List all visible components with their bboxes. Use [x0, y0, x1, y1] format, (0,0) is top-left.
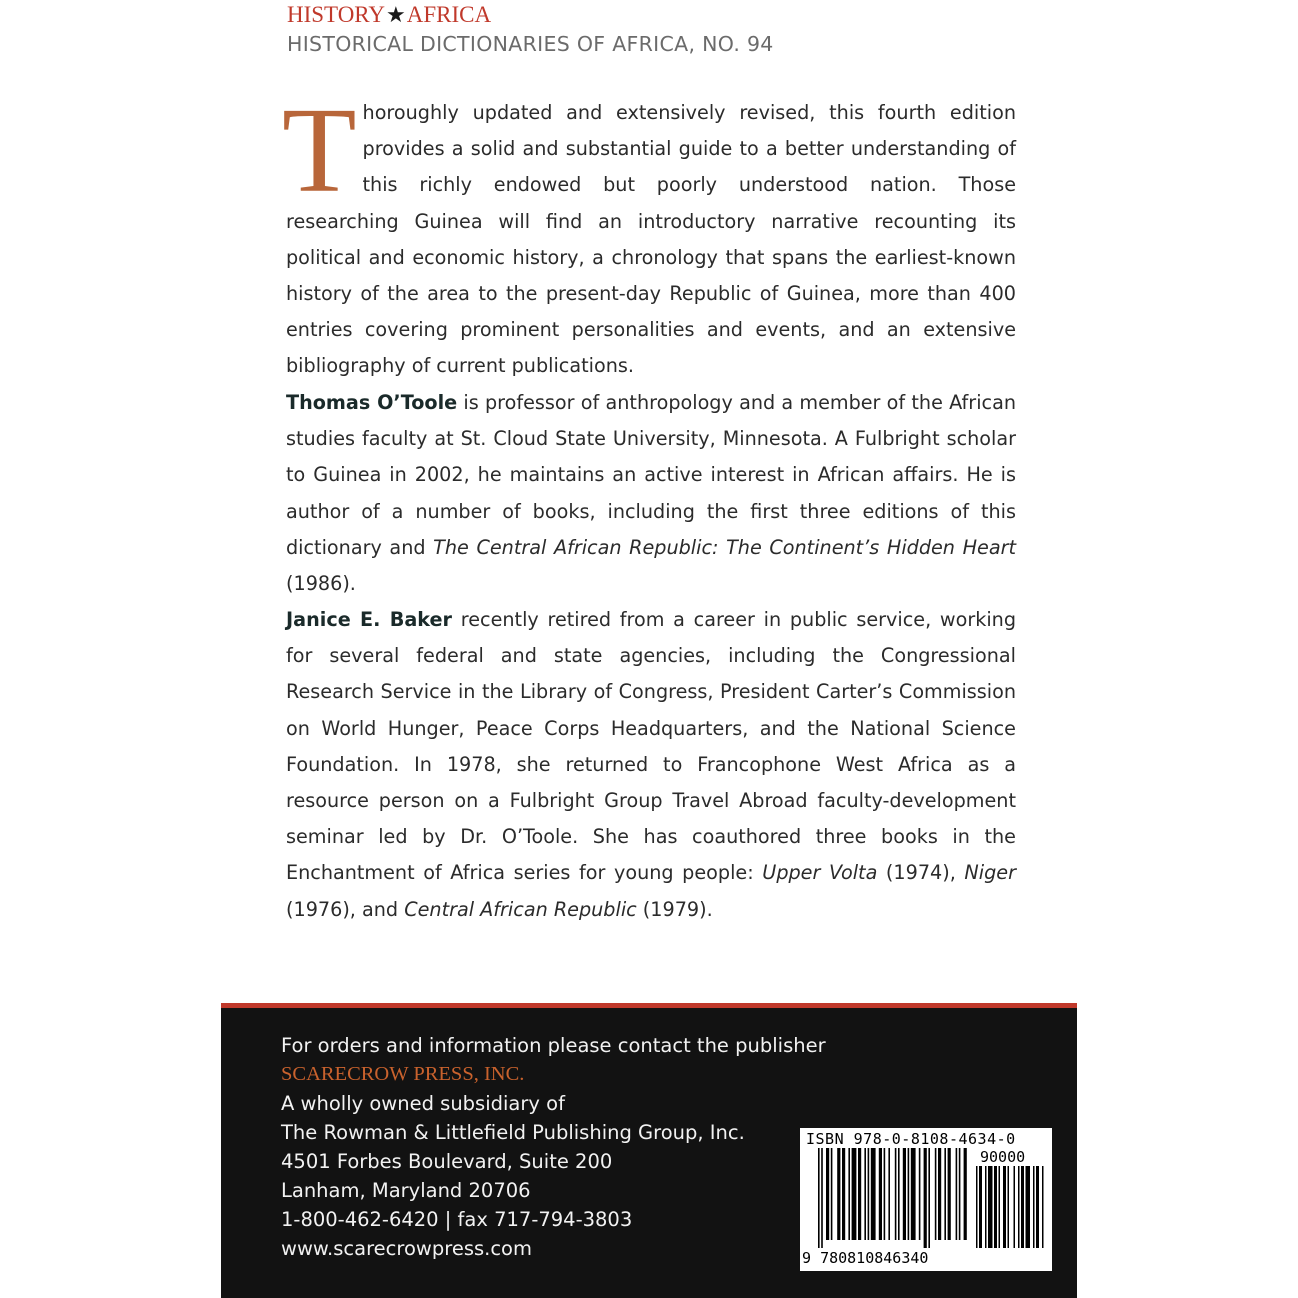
- publisher-contact: [281, 1031, 826, 1263]
- author1-book-year: (1986).: [286, 572, 356, 596]
- ean-digits: [802, 1249, 928, 1267]
- ean-bars: [818, 1148, 968, 1248]
- addon-bars: [976, 1166, 1046, 1248]
- isbn-number: ISBN 978-0-8108-4634-0: [806, 1130, 1016, 1148]
- series-logo-left: HISTORY: [287, 2, 385, 27]
- description-paragraph: [282, 83, 1016, 385]
- drop-cap: T: [282, 83, 357, 218]
- series-subtitle: HISTORICAL DICTIONARIES OF AFRICA, NO. 94: [287, 32, 774, 56]
- publisher-name: SCARECROW PRESS, INC.: [281, 1063, 525, 1085]
- description-text: horoughly updated and extensively revised, this fourth edition provides a solid and substantial guide to a better understanding of this richly endowed but poorly understood nation. Those researching Guinea will find an introductory narrative recounting its political and economic history, a chronology that spans the earliest-known history of the area to the present-day Republic of Guinea, more than 400 entries covering prominent personalities and events, and an extensive bibliography of current publications.: [286, 101, 1016, 378]
- phone-fax: 1-800-462-6420 | fax 717-794-3803: [281, 1208, 633, 1231]
- parent-company: The Rowman & Littlefield Publishing Group, Inc.: [281, 1121, 745, 1144]
- author1-name: Thomas O’Toole: [286, 391, 458, 414]
- author1-book-title: The Central African Republic: The Continent’s Hidden Heart: [433, 535, 1016, 559]
- author2-bio: [286, 602, 1016, 928]
- website-link[interactable]: www.scarecrowpress.com: [281, 1237, 532, 1260]
- author2-book1-year: (1974),: [877, 861, 965, 885]
- star-icon: ★: [386, 2, 406, 27]
- street-address: 4501 Forbes Boulevard, Suite 200: [281, 1150, 613, 1173]
- author2-book3-year: (1979).: [636, 897, 713, 921]
- author1-bio: [286, 385, 1016, 602]
- contact-intro: For orders and information please contact the publisher: [281, 1034, 826, 1057]
- author2-text: recently retired from a career in public service, working for several federal and state agencies, including the Congressional Research Service in the Library of Congress, President Carter’s Commission on World Hunger, Peace Corps Headquarters, and the National Science Foundation. In 1978, she returned to Francophone West Africa as a resource person on a Fulbright Group Travel Abroad faculty-development seminar led by Dr. O’Toole. She has coauthored three books in the Enchantment of Africa series for young people:: [286, 608, 1016, 885]
- series-logo-right: AFRICA: [406, 2, 492, 27]
- ean-digits-left: 780810: [820, 1249, 875, 1267]
- author2-book2-year: (1976), and: [286, 897, 405, 921]
- author2-book2: Niger: [964, 861, 1016, 885]
- author1-text: is professor of anthropology and a member of the African studies faculty at St. Cloud State University, Minnesota. A Fulbright scholar to Guinea in 2002, he maintains an active interest in African affairs. He is author of a number of books, including the first three editions of this dictionary and: [286, 391, 1016, 559]
- city-address: Lanham, Maryland 20706: [281, 1179, 531, 1202]
- ean-prefix: 9: [802, 1249, 812, 1267]
- author2-book1: Upper Volta: [762, 861, 878, 885]
- price-code: 90000: [980, 1148, 1026, 1166]
- subsidiary-line: A wholly owned subsidiary of: [281, 1092, 565, 1115]
- ean-digits-right: 846340: [874, 1249, 929, 1267]
- author2-name: Janice E. Baker: [286, 608, 453, 631]
- author2-book3: Central African Republic: [404, 897, 637, 921]
- isbn-barcode: [800, 1128, 1052, 1271]
- series-logo: [287, 2, 491, 28]
